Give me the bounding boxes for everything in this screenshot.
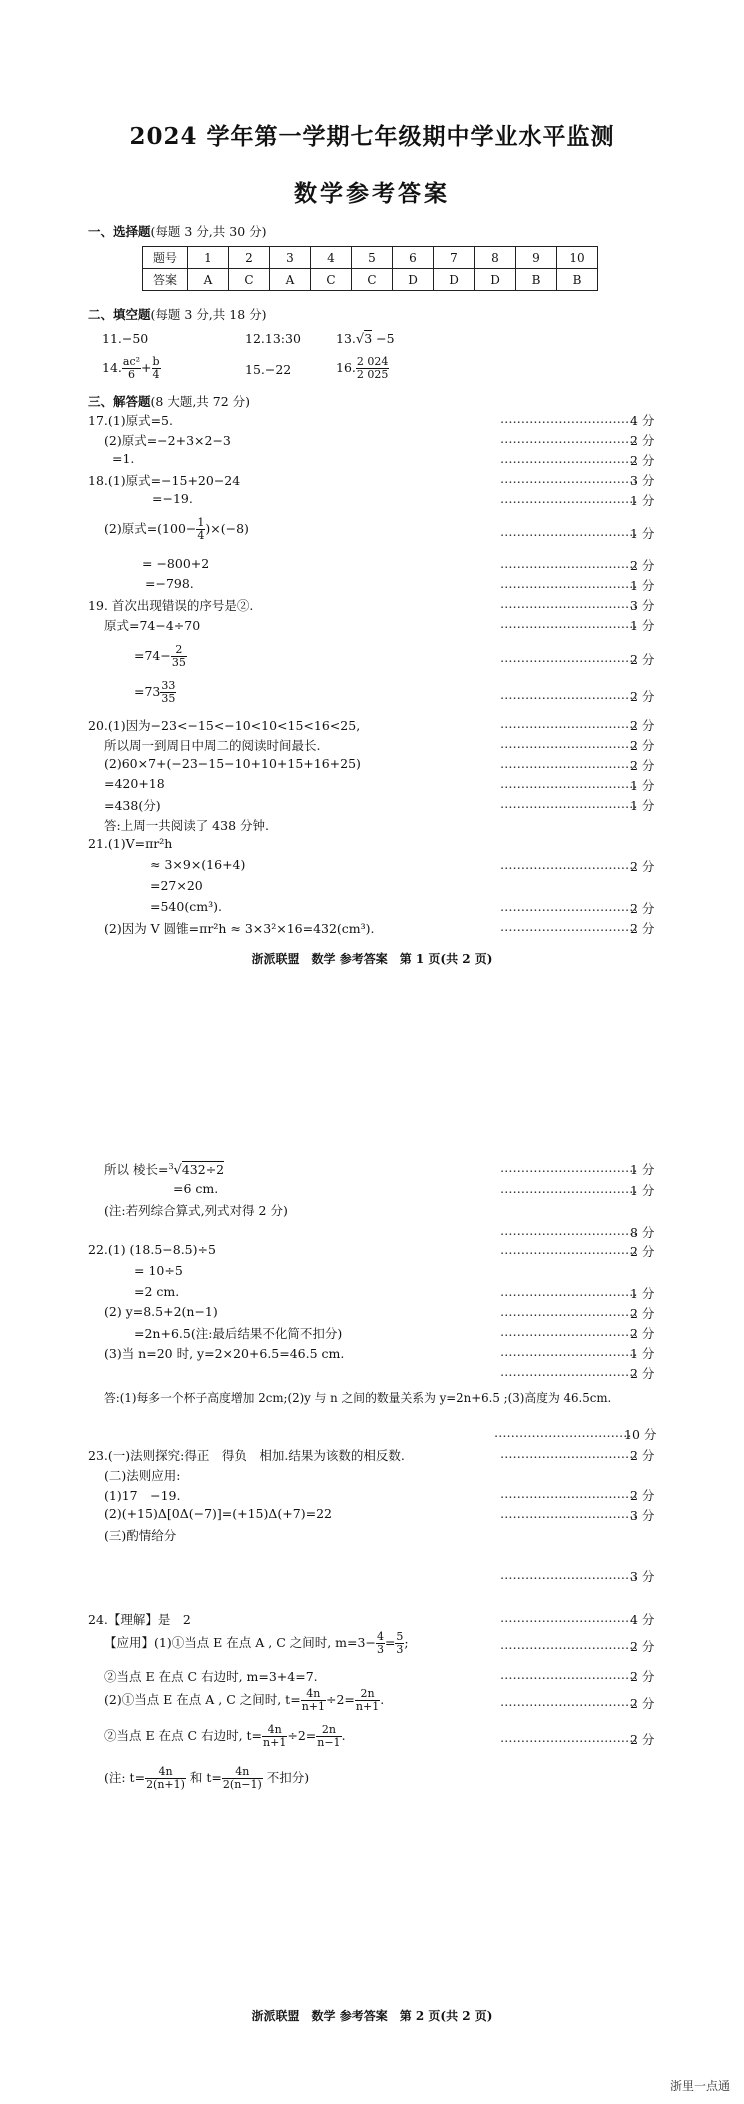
score: 2 分 — [630, 1306, 655, 1321]
p2-line: 所以 棱长=$^3$√432÷2 — [104, 1161, 225, 1178]
score: 2 分 — [630, 1244, 655, 1259]
q17-line: =1. — [112, 451, 135, 466]
q22-line: = 10÷5 — [134, 1263, 183, 1278]
table-cell: 10 — [557, 247, 598, 269]
score: 8 分 — [630, 1225, 655, 1240]
dot-leader: …………………………… — [500, 616, 638, 631]
q20-line: =438(分) — [104, 798, 161, 813]
dot-leader: …………………………… — [500, 857, 638, 872]
score: 2 分 — [630, 1326, 655, 1341]
q20-line: (2)60×7+(−23−15−10+10+15+16+25) — [104, 756, 361, 771]
table-cell: B — [516, 269, 557, 291]
score: 1 分 — [630, 618, 655, 633]
score: 2 分 — [630, 1696, 655, 1711]
q20-line: 答:上周一共阅读了 438 分钟. — [104, 818, 269, 833]
q23-line: (三)酌情给分 — [104, 1528, 177, 1543]
score: 4 分 — [630, 413, 655, 428]
table-cell: D — [475, 269, 516, 291]
dot-leader: …………………………… — [500, 1730, 638, 1745]
score: 10 分 — [624, 1427, 657, 1442]
dot-leader: …………………………… — [494, 1425, 632, 1440]
dot-leader: …………………………… — [500, 524, 638, 539]
score: 2 分 — [630, 718, 655, 733]
q21-line: =27×20 — [150, 878, 203, 893]
score: 1 分 — [630, 578, 655, 593]
page-subtitle: 数学参考答案 — [294, 180, 450, 207]
table-cell: 6 — [393, 247, 434, 269]
q21-line: =540(cm³). — [150, 899, 222, 914]
score: 2 分 — [630, 689, 655, 704]
score: 2 分 — [630, 1669, 655, 1684]
dot-leader: …………………………… — [500, 1637, 638, 1652]
dot-leader: …………………………… — [500, 1284, 638, 1299]
dot-leader: …………………………… — [500, 919, 638, 934]
q18-line: = −800+2 — [142, 556, 210, 571]
page-footer-1: 浙派联盟 数学 参考答案 第 1 页(共 2 页) — [251, 952, 493, 966]
dot-leader: …………………………… — [500, 1364, 638, 1379]
score: 2 分 — [630, 1488, 655, 1503]
score: 1 分 — [630, 1162, 655, 1177]
dot-leader: …………………………… — [500, 776, 638, 791]
answer-13: 13.√3 −5 — [336, 331, 395, 347]
score: 2 分 — [630, 652, 655, 667]
table-cell: 4 — [311, 247, 352, 269]
page-footer-2: 浙派联盟 数学 参考答案 第 2 页(共 2 页) — [251, 2009, 493, 2023]
q23-line: 23.(一)法则探究:得正 得负 相加.结果为该数的相反数. — [88, 1448, 405, 1463]
q19-line: 19. 首次出现错误的序号是②. — [88, 598, 254, 613]
q18-line: =−798. — [145, 576, 194, 591]
table-cell: 2 — [229, 247, 270, 269]
table-cell: 3 — [270, 247, 311, 269]
dot-leader: …………………………… — [500, 451, 638, 466]
answer-15: 15.−22 — [245, 362, 292, 377]
q22-line: 22.(1) (18.5−8.5)÷5 — [88, 1242, 216, 1257]
table-cell: 答案 — [143, 269, 188, 291]
answer-16: 16. $\frac{2 024}{2 025}$ — [336, 355, 389, 381]
score: 2 分 — [630, 1366, 655, 1381]
answer-14: 14. $\frac{\text{ac²}}{6}$ + $\frac{b}{4}$ — [102, 355, 160, 381]
score: 1 分 — [630, 1286, 655, 1301]
table-cell: 5 — [352, 247, 393, 269]
dot-leader: …………………………… — [500, 1667, 638, 1682]
q20-line: 所以周一到周日中周二的阅读时间最长. — [104, 738, 321, 753]
score: 1 分 — [630, 526, 655, 541]
q20-line: =420+18 — [104, 776, 165, 791]
table-cell: D — [434, 269, 475, 291]
q23-line: (二)法则应用: — [104, 1468, 181, 1483]
score: 2 分 — [630, 738, 655, 753]
score: 1 分 — [630, 493, 655, 508]
page-title: 2024 学年第一学期七年级期中学业水平监测 — [129, 123, 615, 150]
q20-line: 20.(1)因为−23<−15<−10<10<15<16<25, — [88, 718, 361, 733]
dot-leader: …………………………… — [500, 576, 638, 591]
table-cell: D — [393, 269, 434, 291]
q18-line: =−19. — [152, 491, 193, 506]
score: 3 分 — [630, 1569, 655, 1584]
dot-leader: …………………………… — [500, 556, 638, 571]
table-row-answers — [143, 269, 598, 291]
q24-line: ②当点 E 在点 C 右边时, m=3+4=7. — [104, 1669, 318, 1684]
dot-leader: …………………………… — [500, 1567, 638, 1582]
table-cell: 1 — [188, 247, 229, 269]
dot-leader: …………………………… — [500, 687, 638, 702]
q23-line: (2)(+15)Δ[0Δ(−7)]=(+15)Δ(+7)=22 — [104, 1506, 332, 1521]
q17-line: 17.(1)原式=5. — [88, 413, 173, 428]
section-heading-3: 三、解答题(8 大题,共 72 分) — [88, 394, 251, 409]
score: 1 分 — [630, 1183, 655, 1198]
table-cell: 9 — [516, 247, 557, 269]
answer-11: 11.−50 — [102, 331, 149, 346]
score: 2 分 — [630, 558, 655, 573]
table-cell: C — [311, 269, 352, 291]
score: 2 分 — [630, 1448, 655, 1463]
section-heading-2: 二、填空题(每题 3 分,共 18 分) — [88, 307, 267, 322]
q22-answer: 答:(1)每多一个杯子高度增加 2cm;(2)y 与 n 之间的数量关系为 y=2n+6.5 ;(3)高度为 46.5cm. — [104, 1391, 612, 1405]
dot-leader: …………………………… — [500, 1694, 638, 1709]
dot-leader: …………………………… — [500, 1181, 638, 1196]
dot-leader: …………………………… — [500, 1486, 638, 1501]
q22-line: (3)当 n=20 时, y=2×20+6.5=46.5 cm. — [104, 1346, 345, 1361]
score: 1 分 — [630, 778, 655, 793]
score: 2 分 — [630, 453, 655, 468]
table-cell: C — [352, 269, 393, 291]
dot-leader: …………………………… — [500, 471, 638, 486]
answer-12: 12.13:30 — [245, 331, 301, 346]
table-cell: 8 — [475, 247, 516, 269]
dot-leader: …………………………… — [500, 650, 638, 665]
dot-leader: …………………………… — [500, 1324, 638, 1339]
dot-leader: …………………………… — [500, 899, 638, 914]
score: 2 分 — [630, 901, 655, 916]
dot-leader: …………………………… — [500, 796, 638, 811]
dot-leader: …………………………… — [500, 1304, 638, 1319]
score: 2 分 — [630, 1732, 655, 1747]
score: 2 分 — [630, 921, 655, 936]
score: 1 分 — [630, 798, 655, 813]
score: 3 分 — [630, 473, 655, 488]
q17-line: (2)原式=−2+3×2−3 — [104, 433, 231, 448]
section-heading-1: 一、选择题(每题 3 分,共 30 分) — [88, 224, 267, 239]
score: 2 分 — [630, 433, 655, 448]
score: 2 分 — [630, 859, 655, 874]
score: 3 分 — [630, 1508, 655, 1523]
q19-line: 原式=74−4÷70 — [104, 618, 201, 633]
table-cell: A — [188, 269, 229, 291]
p2-line: =6 cm. — [173, 1181, 219, 1196]
q18-line: 18.(1)原式=−15+20−24 — [88, 473, 241, 488]
score: 2 分 — [630, 758, 655, 773]
q24-line: (2)①当点 E 在点 A , C 之间时, t= $\frac{4n}{n+1}$ ÷2= $\frac{2n}{n+1}$ . — [104, 1687, 385, 1713]
q19-line: =73 $\frac{33}{35}$ — [134, 679, 176, 705]
q24-note: (注: t= $\frac{4n}{2(n+1)}$ 和 t= $\frac{4n}{2(n-1)}$ 不扣分) — [104, 1765, 310, 1791]
dot-leader: …………………………… — [500, 1610, 638, 1625]
dot-leader: …………………………… — [500, 411, 638, 426]
q19-line: =74− $\frac{2}{35}$ — [134, 643, 186, 669]
dot-leader: …………………………… — [500, 1344, 638, 1359]
dot-leader: …………………………… — [500, 1446, 638, 1461]
dot-leader: …………………………… — [500, 1506, 638, 1521]
q24-line: 24.【理解】是 2 — [88, 1612, 191, 1627]
dot-leader: …………………………… — [500, 491, 638, 506]
answer-table — [142, 246, 598, 291]
q21-line: (2)因为 V 圆锥=πr²h ≈ 3×3²×16=432(cm³). — [104, 921, 375, 936]
p2-note: (注:若列综合算式,列式对得 2 分) — [104, 1203, 288, 1218]
q21-line: 21.(1)V=πr²h — [88, 836, 173, 851]
score: 2 分 — [630, 1639, 655, 1654]
table-cell: B — [557, 269, 598, 291]
table-row-header — [143, 247, 598, 269]
q21-line: ≈ 3×9×(16+4) — [150, 857, 246, 872]
q22-line: =2n+6.5(注:最后结果不化简不扣分) — [134, 1326, 343, 1341]
table-cell: 题号 — [143, 247, 188, 269]
table-cell: 7 — [434, 247, 475, 269]
dot-leader: …………………………… — [500, 756, 638, 771]
q24-line: 【应用】(1)①当点 E 在点 A , C 之间时, m=3− $\frac{4}{3}$ = $\frac{5}{3}$ ; — [104, 1630, 409, 1656]
table-cell: C — [229, 269, 270, 291]
score: 4 分 — [630, 1612, 655, 1627]
table-cell: A — [270, 269, 311, 291]
dot-leader: …………………………… — [500, 1223, 638, 1238]
q22-line: =2 cm. — [134, 1284, 180, 1299]
dot-leader: …………………………… — [500, 716, 638, 731]
brand-watermark: 浙里一点通 — [669, 2079, 730, 2093]
q24-line: ②当点 E 在点 C 右边时, t= $\frac{4n}{n+1}$ ÷2= $\frac{2n}{n-1}$ . — [104, 1723, 346, 1749]
dot-leader: …………………………… — [500, 596, 638, 611]
q22-line: (2) y=8.5+2(n−1) — [104, 1304, 218, 1319]
score: 3 分 — [630, 598, 655, 613]
dot-leader: …………………………… — [500, 431, 638, 446]
score: 1 分 — [630, 1346, 655, 1361]
q23-line: (1)17 −19. — [104, 1488, 181, 1503]
dot-leader: …………………………… — [500, 1160, 638, 1175]
dot-leader: …………………………… — [500, 736, 638, 751]
q18-line: (2)原式=(100− $\frac{1}{4}$ )×(−8) — [104, 516, 249, 542]
dot-leader: …………………………… — [500, 1242, 638, 1257]
